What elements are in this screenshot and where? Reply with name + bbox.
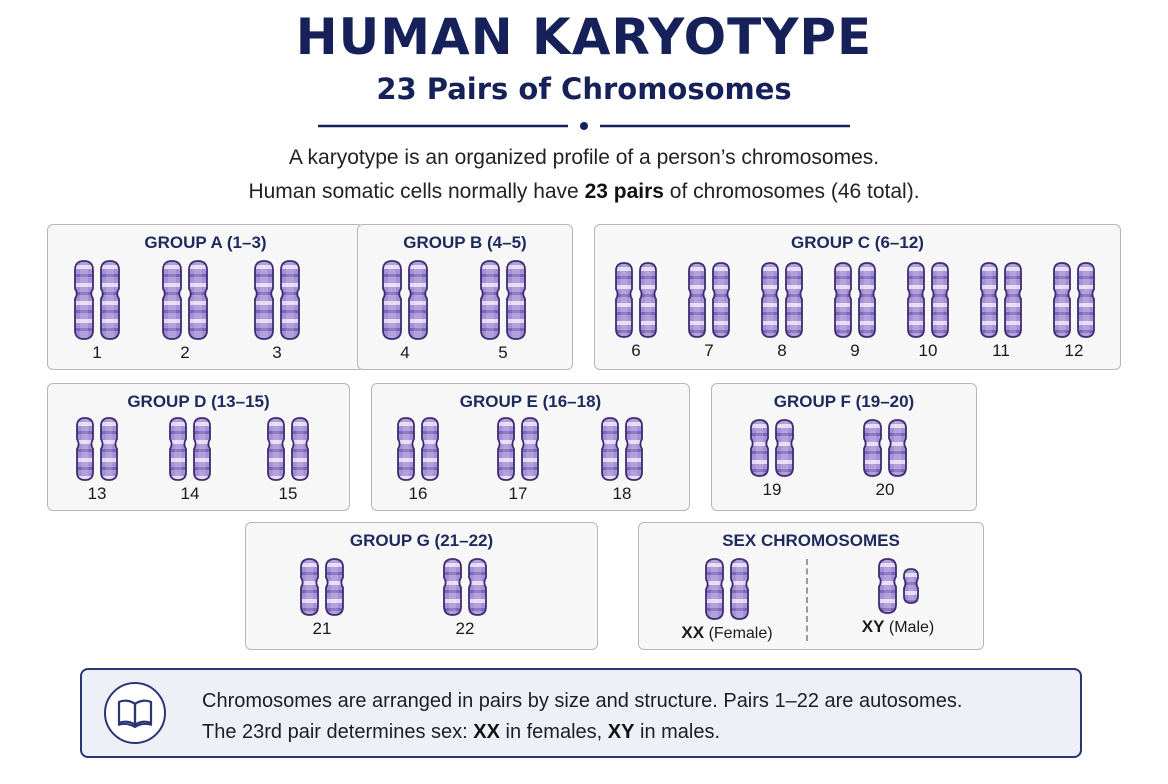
group-g-panel bbox=[245, 522, 598, 650]
pair-number: 16 bbox=[408, 484, 428, 503]
chromosome-pair-16 bbox=[383, 416, 453, 504]
chromosome-pair-graphic bbox=[833, 261, 877, 339]
chromosome-pair-xy bbox=[848, 557, 948, 637]
intro-line-1: A karyotype is an organized profile of a person’s chromosomes. bbox=[288, 146, 880, 169]
page-title: HUMAN KARYOTYPE bbox=[295, 8, 873, 66]
open-book-icon bbox=[104, 682, 166, 744]
chromosome-pair-graphic bbox=[979, 261, 1023, 339]
chromosome-pair-1 bbox=[62, 259, 132, 363]
chromosome-pair-7 bbox=[674, 261, 744, 361]
chromosome-pair-3 bbox=[242, 259, 312, 363]
pair-number: 12 bbox=[1064, 341, 1084, 360]
page-subtitle: 23 Pairs of Chromosomes bbox=[376, 72, 792, 106]
pair-number: 21 bbox=[312, 619, 332, 638]
pair-number: 10 bbox=[918, 341, 938, 360]
group-e-title: GROUP E (16–18) bbox=[459, 392, 602, 411]
chromosome-pair-13 bbox=[62, 416, 132, 504]
chromosome-pair-graphic bbox=[704, 557, 750, 621]
pair-number: 4 bbox=[400, 343, 410, 362]
pair-number: 8 bbox=[777, 341, 787, 360]
chromosome-pair-20 bbox=[850, 418, 920, 500]
group-c-title: GROUP C (6–12) bbox=[791, 233, 924, 252]
group-a-title: GROUP A (1–3) bbox=[144, 233, 267, 252]
chromosome-pair-9 bbox=[820, 261, 890, 361]
pair-number: 2 bbox=[180, 343, 190, 362]
pair-number: 1 bbox=[92, 343, 102, 362]
chromosome-pair-5 bbox=[468, 259, 538, 363]
chromosome-pair-graphic bbox=[75, 416, 119, 482]
group-a-panel bbox=[47, 224, 364, 370]
title-divider bbox=[318, 120, 850, 132]
chromosome-pair-graphic bbox=[906, 261, 950, 339]
intro-emphasis: 23 pairs bbox=[584, 180, 664, 203]
chromosome-pair-14 bbox=[155, 416, 225, 504]
note-line-2: The 23rd pair determines sex: XX in females, XY in males. bbox=[202, 721, 721, 743]
sex-divider bbox=[806, 559, 808, 641]
note-text bbox=[202, 686, 962, 748]
chromosome-pair-graphic bbox=[877, 557, 920, 615]
chromosome-pair-22 bbox=[430, 557, 500, 639]
chromosome-pair-graphic bbox=[687, 261, 731, 339]
pair-number: 17 bbox=[508, 484, 528, 503]
chromosome-pair-graphic bbox=[253, 259, 301, 341]
chromosome-pair-2 bbox=[150, 259, 220, 363]
group-c-panel bbox=[594, 224, 1121, 370]
pair-number: 14 bbox=[180, 484, 200, 503]
chromosome-pair-graphic bbox=[168, 416, 212, 482]
pair-number: 22 bbox=[455, 619, 475, 638]
info-note bbox=[80, 668, 1082, 758]
chromosome-pair-4 bbox=[370, 259, 440, 363]
chromosome-pair-graphic bbox=[442, 557, 488, 617]
pair-number: 13 bbox=[87, 484, 107, 503]
pair-number: 9 bbox=[850, 341, 860, 360]
intro-line-2: Human somatic cells normally have 23 pairs of chromosomes (46 total). bbox=[248, 180, 920, 203]
group-f-panel bbox=[711, 383, 977, 511]
chromosome-pair-graphic bbox=[479, 259, 527, 341]
note-line-1: Chromosomes are arranged in pairs by size and structure. Pairs 1–22 are autosomes. bbox=[202, 690, 963, 712]
sex-chromosomes-panel bbox=[638, 522, 984, 650]
pair-number: 20 bbox=[875, 480, 895, 499]
group-e-panel bbox=[371, 383, 690, 511]
chromosome-pair-xx bbox=[677, 557, 777, 643]
chromosome-pair-8 bbox=[747, 261, 817, 361]
chromosome-pair-12 bbox=[1039, 261, 1109, 361]
chromosome-pair-17 bbox=[483, 416, 553, 504]
chromosome-pair-19 bbox=[737, 418, 807, 500]
chromosome-pair-21 bbox=[287, 557, 357, 639]
chromosome-pair-18 bbox=[587, 416, 657, 504]
chromosome-pair-graphic bbox=[299, 557, 345, 617]
chromosome-pair-10 bbox=[893, 261, 963, 361]
pair-number: 7 bbox=[704, 341, 714, 360]
pair-number: 19 bbox=[762, 480, 782, 499]
chromosome-pair-graphic bbox=[381, 259, 429, 341]
chromosome-pair-graphic bbox=[749, 418, 795, 478]
sex-chromosomes-title: SEX CHROMOSOMES bbox=[722, 531, 900, 550]
chromosome-pair-6 bbox=[601, 261, 671, 361]
pair-number: 3 bbox=[272, 343, 282, 362]
chromosome-pair-graphic bbox=[73, 259, 121, 341]
pair-number: 18 bbox=[612, 484, 632, 503]
chromosome-pair-graphic bbox=[862, 418, 908, 478]
pair-number: 6 bbox=[631, 341, 641, 360]
female-label: XX (Female) bbox=[681, 623, 773, 642]
group-d-title: GROUP D (13–15) bbox=[127, 392, 270, 411]
group-b-panel bbox=[357, 224, 573, 370]
group-b-title: GROUP B (4–5) bbox=[403, 233, 527, 252]
chromosome-pair-graphic bbox=[600, 416, 644, 482]
male-label: XY (Male) bbox=[861, 617, 935, 636]
group-g-title: GROUP G (21–22) bbox=[349, 531, 494, 550]
pair-number: 15 bbox=[278, 484, 298, 503]
chromosome-pair-graphic bbox=[614, 261, 658, 339]
chromosome-pair-graphic bbox=[396, 416, 440, 482]
group-d-panel bbox=[47, 383, 350, 511]
pair-number: 5 bbox=[498, 343, 508, 362]
chromosome-pair-graphic bbox=[161, 259, 209, 341]
group-f-title: GROUP F (19–20) bbox=[773, 392, 915, 411]
chromosome-pair-graphic bbox=[496, 416, 540, 482]
pair-number: 11 bbox=[992, 341, 1010, 360]
chromosome-pair-11 bbox=[966, 261, 1036, 361]
chromosome-pair-graphic bbox=[266, 416, 310, 482]
chromosome-pair-graphic bbox=[1052, 261, 1096, 339]
chromosome-pair-graphic bbox=[760, 261, 804, 339]
chromosome-pair-15 bbox=[253, 416, 323, 504]
